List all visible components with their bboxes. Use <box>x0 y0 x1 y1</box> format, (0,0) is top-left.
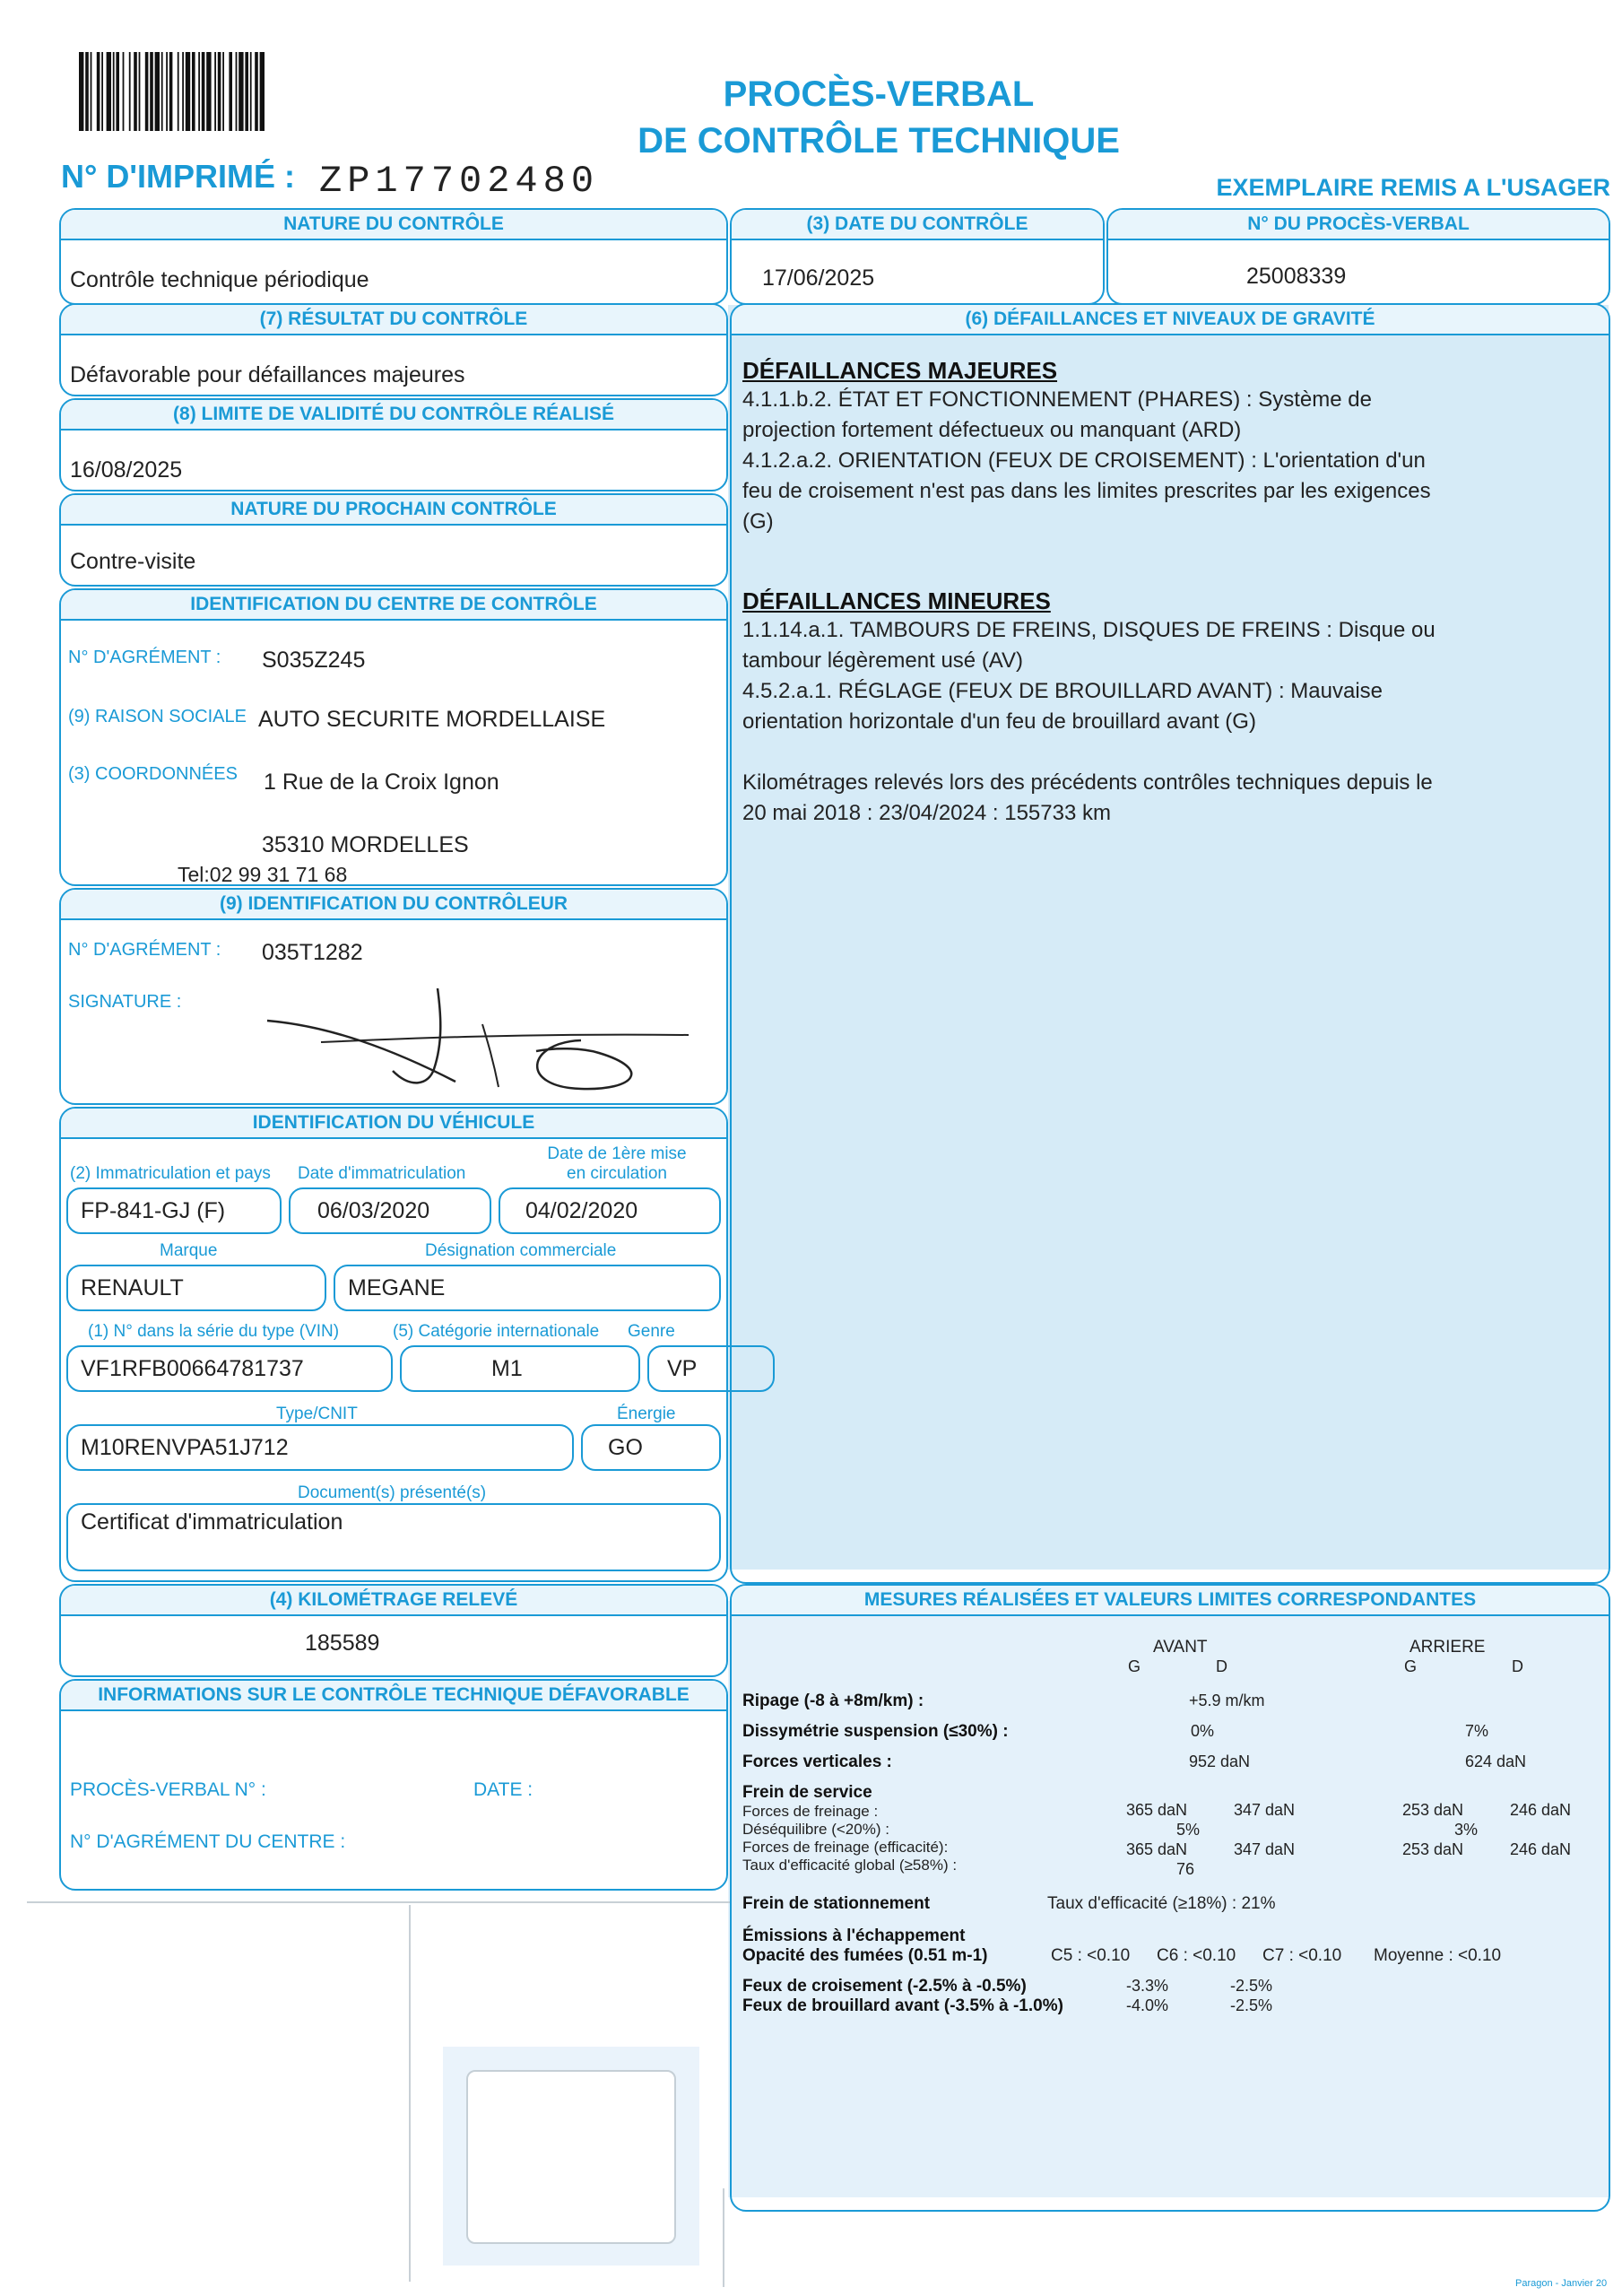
defavorable-pv-label: PROCÈS-VERBAL N° : <box>70 1779 266 1800</box>
designation-label: Désignation commerciale <box>425 1241 617 1260</box>
barcode-bar <box>150 52 153 131</box>
barcode-bar <box>113 52 115 131</box>
date-controle-head: (3) DATE DU CONTRÔLE <box>732 210 1103 240</box>
barcode-bar <box>214 52 216 131</box>
fe-avant-d: 347 daN <box>1234 1840 1296 1858</box>
marque-label: Marque <box>160 1241 218 1260</box>
premiere-value: 04/02/2020 <box>499 1187 721 1234</box>
dissym-arriere: 7% <box>1465 1722 1489 1740</box>
croisement-label: Feux de croisement (-2.5% à -0.5%) <box>742 1977 1027 1996</box>
deseq-avant: 5% <box>1176 1821 1201 1839</box>
limite-head: (8) LIMITE DE VALIDITÉ DU CONTRÔLE RÉALISÉ <box>61 400 726 430</box>
barcode-bar <box>182 52 184 131</box>
type-label: Type/CNIT <box>276 1405 358 1423</box>
vin-value: VF1RFB00664781737 <box>66 1345 393 1392</box>
fe-avant-g: 365 daN <box>1126 1840 1188 1858</box>
defavorable-date-label: DATE : <box>473 1779 533 1800</box>
barcode-bar <box>169 52 173 131</box>
imprime-value: ZP17702480 <box>319 160 600 203</box>
barcode-bar <box>101 52 103 131</box>
categorie-value: M1 <box>400 1345 640 1392</box>
exemplaire-label: EXEMPLAIRE REMIS A L'USAGER <box>1216 174 1610 201</box>
barcode-bar <box>166 52 168 131</box>
kilometrages-line: 20 mai 2018 : 23/04/2024 : 155733 km <box>742 801 1111 825</box>
centre-raison-value: AUTO SECURITE MORDELLAISE <box>258 707 606 732</box>
centre-box <box>59 588 728 886</box>
documents-value: Certificat d'immatriculation <box>66 1503 721 1571</box>
num-pv-value: 25008339 <box>1246 264 1347 289</box>
kilometrages-line: Kilométrages relevés lors des précédents contrôles techniques depuis le <box>742 770 1433 795</box>
barcode-bar <box>161 52 163 131</box>
resultat-box <box>59 303 728 396</box>
defavorable-box <box>59 1679 728 1891</box>
stationnement-value: Taux d'efficacité (≥18%) : 21% <box>1047 1894 1276 1913</box>
controleur-agrement-value: 035T1282 <box>262 940 363 965</box>
barcode-bar <box>245 52 248 131</box>
barcode-bar <box>139 52 141 131</box>
deseq-arriere: 3% <box>1454 1821 1479 1839</box>
avant-label: AVANT <box>1153 1638 1208 1657</box>
majeure-line: feu de croisement n'est pas dans les limites prescrites par les exigences <box>742 479 1431 503</box>
forces-freinage-label: Forces de freinage : <box>742 1803 879 1820</box>
controleur-head: (9) IDENTIFICATION DU CONTRÔLEUR <box>61 890 726 920</box>
centre-agrement-label: N° D'AGRÉMENT : <box>68 648 221 667</box>
taux-global-value: 76 <box>1176 1860 1195 1878</box>
barcode-bar <box>260 52 265 131</box>
mesures-box <box>730 1584 1610 2212</box>
marque-value: RENAULT <box>66 1265 326 1311</box>
barcode-bar <box>134 52 137 131</box>
barcode-bar <box>229 52 232 131</box>
barcode-bar <box>186 52 190 131</box>
barcode-bar <box>202 52 205 131</box>
ff-avant-d: 347 daN <box>1234 1801 1296 1819</box>
vin-label: (1) N° dans la série du type (VIN) <box>88 1322 340 1341</box>
vehicule-head: IDENTIFICATION DU VÉHICULE <box>61 1109 726 1139</box>
c5-value: C5 : <0.10 <box>1051 1946 1131 1965</box>
majeures-title: DÉFAILLANCES MAJEURES <box>742 357 1058 384</box>
mineure-line: orientation horizontale d'un feu de brouillard avant (G) <box>742 709 1256 734</box>
fold-line-vertical-right <box>723 2188 724 2287</box>
mineure-line: 1.1.14.a.1. TAMBOURS DE FREINS, DISQUES DE FREINS : Disque ou <box>742 618 1436 642</box>
date-controle-box <box>730 208 1105 305</box>
brouillard-g: -4.0% <box>1126 1996 1169 2014</box>
centre-tel: Tel:02 99 31 71 68 <box>178 863 348 886</box>
genre-value: VP <box>647 1345 775 1392</box>
date-controle-value: 17/06/2025 <box>762 265 875 291</box>
barcode-bar <box>107 52 111 131</box>
fe-arriere-g: 253 daN <box>1402 1840 1464 1858</box>
barcode-bar <box>250 52 252 131</box>
croisement-d: -2.5% <box>1230 1977 1273 1995</box>
nature-controle-head: NATURE DU CONTRÔLE <box>61 210 726 240</box>
centre-raison-label: (9) RAISON SOCIALE <box>68 707 247 726</box>
mineures-title: DÉFAILLANCES MINEURES <box>742 587 1051 614</box>
date-immat-value: 06/03/2020 <box>289 1187 491 1234</box>
arriere-g: G <box>1404 1657 1418 1675</box>
barcode <box>79 52 375 131</box>
fe-arriere-d: 246 daN <box>1510 1840 1572 1858</box>
forces-vert-arriere: 624 daN <box>1465 1752 1527 1770</box>
title-line-2: DE CONTRÔLE TECHNIQUE <box>638 121 1120 161</box>
nature-controle-value: Contrôle technique périodique <box>70 267 369 292</box>
type-value: M10RENVPA51J712 <box>66 1424 574 1471</box>
centre-ville: 35310 MORDELLES <box>262 832 469 857</box>
fold-line <box>27 1901 730 1903</box>
nature-controle-box <box>59 208 728 305</box>
controleur-box <box>59 888 728 1105</box>
centre-head: IDENTIFICATION DU CENTRE DE CONTRÔLE <box>61 590 726 621</box>
energie-value: GO <box>581 1424 721 1471</box>
barcode-bar <box>129 52 131 131</box>
prochain-value: Contre-visite <box>70 549 196 574</box>
croisement-g: -3.3% <box>1126 1977 1169 1995</box>
barcode-bar <box>236 52 238 131</box>
barcode-bar <box>192 52 195 131</box>
window-frame <box>443 2047 699 2266</box>
forces-vert-avant: 952 daN <box>1189 1752 1251 1770</box>
energie-label: Énergie <box>617 1405 676 1423</box>
premiere-label-1: Date de 1ère mise <box>547 1144 687 1163</box>
title-line-1: PROCÈS-VERBAL <box>723 74 1035 114</box>
num-pv-box <box>1106 208 1610 305</box>
c7-value: C7 : <0.10 <box>1262 1946 1342 1965</box>
majeure-line: 4.1.1.b.2. ÉTAT ET FONCTIONNEMENT (PHARES) : Système de <box>742 387 1372 412</box>
immat-value: FP-841-GJ (F) <box>66 1187 282 1234</box>
avant-g: G <box>1128 1657 1141 1675</box>
emissions-label: Émissions à l'échappement <box>742 1926 966 1945</box>
majeure-line: 4.1.2.a.2. ORIENTATION (FEUX DE CROISEMENT) : L'orientation d'un <box>742 448 1426 473</box>
dissym-label: Dissymétrie suspension (≤30%) : <box>742 1722 1009 1741</box>
controleur-agrement-label: N° D'AGRÉMENT : <box>68 940 221 960</box>
majeure-line: projection fortement défectueux ou manquant (ARD) <box>742 418 1242 442</box>
defaillances-content <box>742 357 1603 829</box>
barcode-bar <box>79 52 83 131</box>
premiere-label-2: en circulation <box>567 1164 667 1183</box>
window-inner <box>466 2070 676 2244</box>
vehicule-box <box>59 1107 728 1582</box>
opacite-label: Opacité des fumées (0.51 m-1) <box>742 1946 988 1965</box>
designation-value: MEGANE <box>334 1265 721 1311</box>
barcode-bar <box>123 52 125 131</box>
defaillances-head: (6) DÉFAILLANCES ET NIVEAUX DE GRAVITÉ <box>732 305 1609 335</box>
prochain-head: NATURE DU PROCHAIN CONTRÔLE <box>61 495 726 526</box>
imprime-label: N° D'IMPRIMÉ : <box>61 158 295 195</box>
prochain-box <box>59 493 728 587</box>
limite-value: 16/08/2025 <box>70 457 183 483</box>
signature-label: SIGNATURE : <box>68 992 182 1012</box>
forces-eff-label: Forces de freinage (efficacité): <box>742 1839 949 1856</box>
arriere-label: ARRIERE <box>1409 1638 1486 1657</box>
majeure-line: (G) <box>742 509 774 534</box>
barcode-bar <box>222 52 224 131</box>
defavorable-agrement-label: N° D'AGRÉMENT DU CENTRE : <box>70 1831 346 1852</box>
stationnement-label: Frein de stationnement <box>742 1894 931 1913</box>
ff-arriere-d: 246 daN <box>1510 1801 1572 1819</box>
barcode-bar <box>206 52 211 131</box>
defaillances-box <box>730 303 1610 1584</box>
barcode-bar <box>198 52 200 131</box>
categorie-label: (5) Catégorie internationale <box>393 1322 600 1341</box>
desequilibre-label: Déséquilibre (<20%) : <box>742 1821 889 1838</box>
barcode-bar <box>239 52 243 131</box>
limite-box <box>59 398 728 491</box>
documents-label: Document(s) présenté(s) <box>298 1483 487 1502</box>
kilometrage-value: 185589 <box>305 1631 380 1656</box>
kilometrage-box <box>59 1584 728 1677</box>
centre-coord-label: (3) COORDONNÉES <box>68 764 238 784</box>
brouillard-label: Feux de brouillard avant (-3.5% à -1.0%) <box>742 1996 1063 2015</box>
barcode-bar <box>145 52 149 131</box>
centre-adresse: 1 Rue de la Croix Ignon <box>264 770 499 795</box>
barcode-bar <box>218 52 221 131</box>
fold-line-vertical <box>409 1905 411 2282</box>
brouillard-d: -2.5% <box>1230 1996 1273 2014</box>
ripage-value: +5.9 m/km <box>1189 1692 1265 1709</box>
resultat-head: (7) RÉSULTAT DU CONTRÔLE <box>61 305 726 335</box>
barcode-bar <box>97 52 100 131</box>
taux-global-label: Taux d'efficacité global (≥58%) : <box>742 1857 958 1874</box>
arriere-d: D <box>1512 1657 1523 1675</box>
barcode-bar <box>85 52 89 131</box>
resultat-value: Défavorable pour défaillances majeures <box>70 362 465 387</box>
num-pv-head: N° DU PROCÈS-VERBAL <box>1108 210 1609 240</box>
dissym-avant: 0% <box>1191 1722 1215 1740</box>
ff-avant-g: 365 daN <box>1126 1801 1188 1819</box>
barcode-bar <box>91 52 92 131</box>
frein-service-label: Frein de service <box>742 1783 872 1802</box>
date-immat-label: Date d'immatriculation <box>298 1164 466 1183</box>
immat-label: (2) Immatriculation et pays <box>70 1164 271 1183</box>
barcode-bar <box>255 52 258 131</box>
paragon-footer: Paragon - Janvier 20 <box>1515 2278 1608 2289</box>
ff-arriere-g: 253 daN <box>1402 1801 1464 1819</box>
moyenne-value: Moyenne : <0.10 <box>1374 1946 1502 1965</box>
centre-agrement-value: S035Z245 <box>262 648 366 673</box>
barcode-bar <box>155 52 160 131</box>
forces-vert-label: Forces verticales : <box>742 1752 892 1771</box>
ripage-label: Ripage (-8 à +8m/km) : <box>742 1692 924 1710</box>
genre-label: Genre <box>628 1322 675 1341</box>
avant-d: D <box>1216 1657 1227 1675</box>
signature-image <box>258 988 724 1103</box>
c6-value: C6 : <0.10 <box>1157 1946 1236 1965</box>
barcode-bar <box>116 52 119 131</box>
mineure-line: tambour légèrement usé (AV) <box>742 648 1024 673</box>
defavorable-head: INFORMATIONS SUR LE CONTRÔLE TECHNIQUE DÉFAVORABLE <box>61 1681 726 1711</box>
kilometrage-head: (4) KILOMÉTRAGE RELEVÉ <box>61 1586 726 1616</box>
mesures-head: MESURES RÉALISÉES ET VALEURS LIMITES CORRESPONDANTES <box>732 1586 1609 1616</box>
mineure-line: 4.5.2.a.1. RÉGLAGE (FEUX DE BROUILLARD AVANT) : Mauvaise <box>742 679 1383 703</box>
barcode-bar <box>178 52 179 131</box>
